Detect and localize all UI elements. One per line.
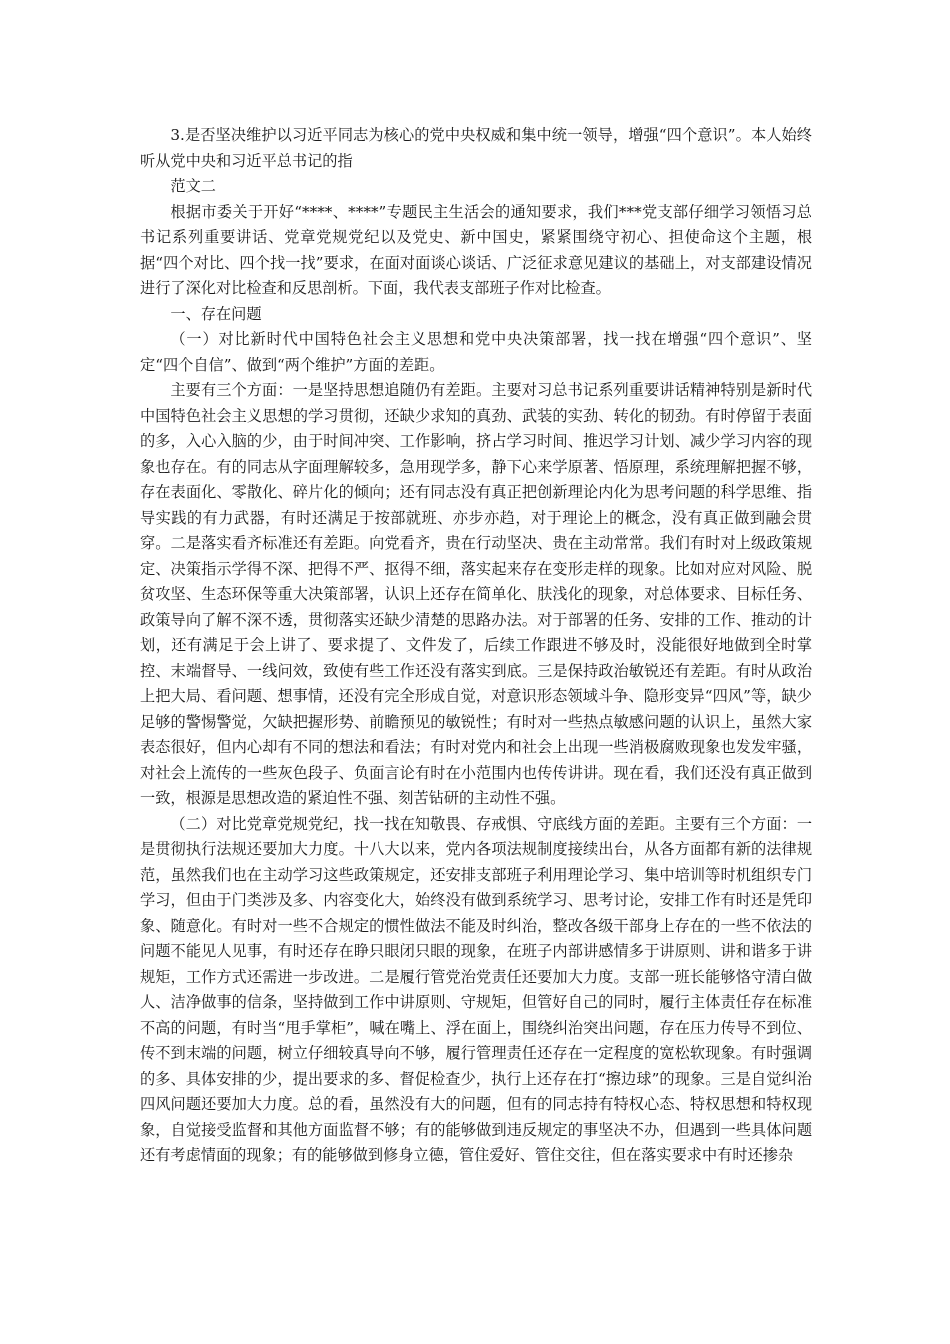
sample-title: 范文二 — [170, 177, 216, 195]
body-paragraph-1: 主要有三个方面：一是坚持思想追随仍有差距。主要对习总书记系列重要讲话精神特别是新时代中国特色社会主义思想的学习贯彻，还缺少求知的真劲、武装的实劲、转化的韧劲。有时停留于表面的多，入心入脑的少，由于时间冲突、工作影响，挤占学习时间、推迟学习计划、减少学习内容的现象也存在。有的同志从字面理解较多，急用现学多，静下心来学原著、悟原理，系统理解把握不够，存在表面化、零散化、碎片化的倾向；还有同志没有真正把创新理论内化为思考问题的科学思维、指导实践的有力武器，有时还满足于按部就班、亦步亦趋，对于理论上的概念，没有真正做到融会贯穿。二是落实看齐标准还有差距。向党看齐，贵在行动坚决、贵在主动常常。我们有时对上级政策规定、决策指示学得不深、把得不严、抠得不细，落实起来存在变形走样的现象。比如对应对风险、脱贫攻坚、生态环保等重大决策部署，认识上还存在简单化、肤浅化的现象，对总体要求、目标任务、政策导向了解不深不透，贯彻落实还缺少清楚的思路办法。对于部署的任务、安排的工作、推动的计划，还有满足于会上讲了、要求提了、文件发了，后续工作跟进不够及时，没能很好地做到全时掌控、末端督导、一线问效，致使有些工作还没有落实到底。三是保持政治敏锐还有差距。有时从政治上把大局、看问题、想事情，还没有完全形成自觉，对意识形态领域斗争、隐形变异“四风”等，缺少足够的警惕警觉，欠缺把握形势、前瞻预见的敏锐性；有时对一些热点敏感问题的认识上，虽然大家表态很好，但内心却有不同的想法和看法；有时对党内和社会上出现一些消极腐败现象也发发牢骚，对社会上流传的一些灰色段子、负面言论有时在小范围内也传传讲讲。现在看，我们还没有真正做到一致，根源是思想改造的紧迫性不强、刻苦钻研的主动性不强。 — [140, 381, 812, 807]
section-heading-problems: 一、存在问题 — [170, 304, 262, 323]
paragraph-item-3: 3.是否坚决维护以习近平同志为核心的党中央权威和集中统一领导，增强“四个意识”。本人始终听从党中央和习近平总书记的指 — [140, 126, 812, 170]
intro-paragraph: 根据市委关于开好“****、****”专题民主生活会的通知要求，我们***党支部仔细学习领悟习总书记系列重要讲话、党章党规党纪以及党史、新中国史，紧紧围绕守初心、担使命这个主题，根据“四个对比、四个找一找”要求，在面对面谈心谈话、广泛征求意见建议的基础上，对支部建设情况进行了深化对比检查和反思剖析。下面，我代表支部班子作对比检查。 — [140, 202, 812, 297]
body-paragraph-2: （二）对比党章党规党纪，找一找在知敬畏、存戒惧、守底线方面的差距。主要有三个方面：一是贯彻执行法规还要加大力度。十八大以来，党内各项法规制度接续出台，从各方面都有新的法律规范，虽然我们也在主动学习这些政策规定，还安排支部班子利用理论学习、集中培训等时机组织专门学习，但由于门类涉及多、内容变化大，始终没有做到系统学习、思考讨论，安排工作有时还是凭印象、随意化。有时对一些不合规定的惯性做法不能及时纠治，整改各级干部身上存在的一些不依法的问题不能见人见事，有时还存在睁只眼闭只眼的现象，在班子内部讲感情多于讲原则、讲和谐多于讲规矩，工作方式还需进一步改进。二是履行管党治党责任还要加大力度。支部一班长能够恪守清白做人、洁净做事的信条，坚持做到工作中讲原则、守规矩，但管好自己的同时，履行主体责任存在标准不高的问题，有时当“甩手掌柜”，喊在嘴上、浮在面上，围绕纠治突出问题，存在压力传导不到位、传不到末端的问题，树立仔细较真导向不够，履行管理责任还存在一定程度的宽松软现象。有时强调的多、具体安排的少，提出要求的多、督促检查少，执行上还存在打“擦边球”的现象。三是自觉纠治四风问题还要加大力度。总的看，虽然没有大的问题，但有的同志持有特权心态、特权思想和特权现象，自觉接受监督和其他方面监督不够；有的能够做到违反规定的事坚决不办，但遇到一些具体问题还有考虑情面的现象；有的能够做到修身立德，管住爱好、管住交往，但在落实要求中有时还掺杂 — [140, 814, 812, 1164]
document-body — [140, 123, 812, 1169]
subsection-heading-1: （一）对比新时代中国特色社会主义思想和党中央决策部署，找一找在增强“四个意识”、坚定“四个自信”、做到“两个维护”方面的差距。 — [140, 330, 812, 374]
